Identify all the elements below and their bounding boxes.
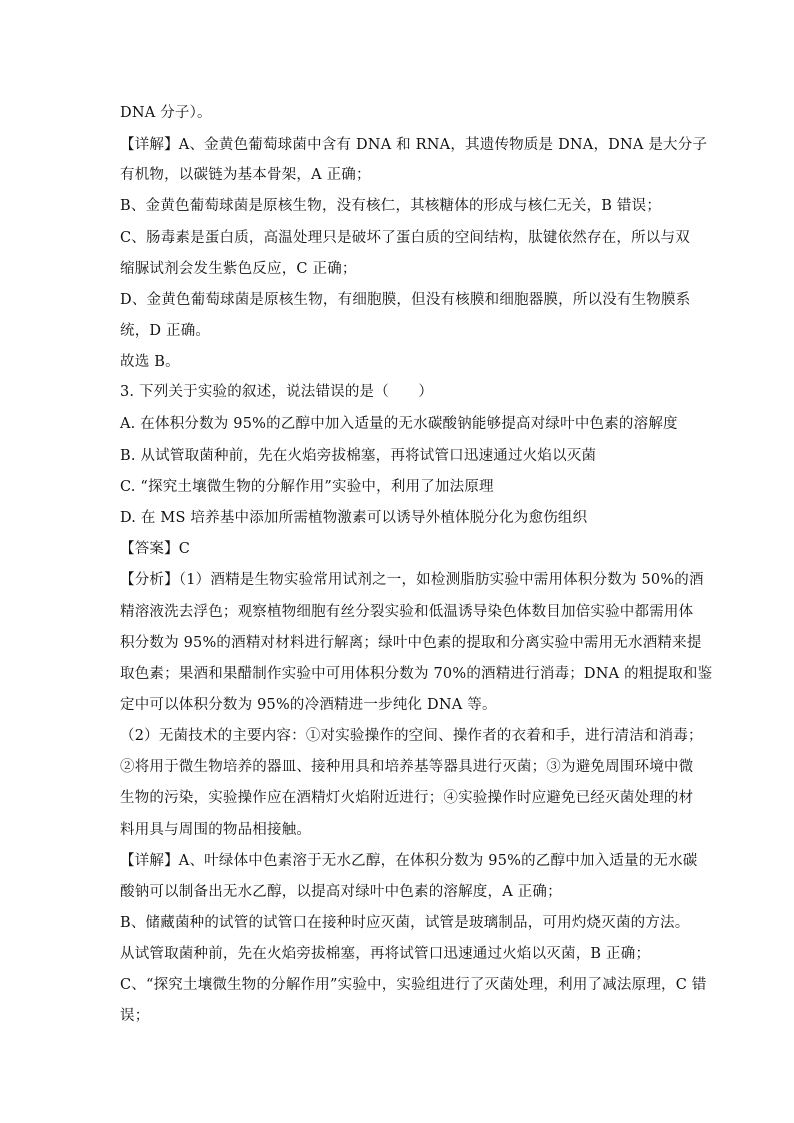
text-line: 积分数为 95%的酒精对材料进行解离；绿叶中色素的提取和分离实验中需用无水酒精来提 [120, 635, 702, 651]
text-line: 故选 B。 [120, 354, 180, 370]
text-line: 缩脲试剂会发生紫色反应，C 正确； [120, 261, 357, 277]
text-line: 统，D 正确。 [120, 323, 211, 339]
answer-line: 【答案】C [120, 541, 191, 557]
text-line: 【详解】A、金黄色葡萄球菌中含有 DNA 和 RNA，其遗传物质是 DNA，DNA 是大分子 [120, 137, 708, 153]
text-line: 【详解】A、叶绿体中色素溶于无水乙醇，在体积分数为 95%的乙醇中加入适量的无水碳 [120, 853, 698, 869]
text-line: B、金黄色葡萄球菌是原核生物，没有核仁，其核糖体的形成与核仁无关，B 错误； [120, 198, 662, 214]
text-line: 从试管取菌种前，先在火焰旁拔棉塞，再将试管口迅速通过火焰以灭菌，B 正确； [120, 946, 651, 962]
text-line: 酸钠可以制备出无水乙醇，以提高对绿叶中色素的溶解度，A 正确； [120, 884, 562, 900]
text-line: 【分析】（1）酒精是生物实验常用试剂之一，如检测脂肪实验中需用体积分数为 50%的酒 [120, 572, 704, 588]
text-line: ②将用于微生物培养的器皿、接种用具和培养基等器具进行灭菌；③为避免周围环境中微 [120, 759, 694, 775]
text-line: 生物的污染，实验操作应在酒精灯火焰附近进行；④实验操作时应避免已经灭菌处理的材 [120, 790, 694, 806]
text-line: D、金黄色葡萄球菌是原核生物，有细胞膜，但没有核膜和细胞器膜，所以没有生物膜系 [120, 292, 691, 308]
option-d: D. 在 MS 培养基中添加所需植物激素可以诱导外植体脱分化为愈伤组织 [120, 510, 588, 526]
option-c: C. “探究土壤微生物的分解作用”实验中，利用了加法原理 [120, 479, 494, 495]
text-line: 精溶液洗去浮色；观察植物细胞有丝分裂实验和低温诱导染色体数目加倍实验中都需用体 [120, 604, 694, 620]
text-line: DNA 分子）。 [120, 105, 212, 121]
text-line: 定中可以体积分数为 95%的冷酒精进一步纯化 DNA 等。 [120, 697, 497, 713]
text-line: 料用具与周围的物品相接触。 [120, 822, 312, 838]
text-line: C、肠毒素是蛋白质，高温处理只是破坏了蛋白质的空间结构，肽键依然存在，所以与双 [120, 230, 690, 246]
question-title: 3. 下列关于实验的叙述，说法错误的是（ ） [120, 384, 434, 400]
text-line: C、“探究土壤微生物的分解作用”实验中，实验组进行了灭菌处理，利用了减法原理，C 错 [120, 977, 707, 993]
text-line: 有机物，以碳链为基本骨架，A 正确； [120, 167, 371, 183]
option-a: A. 在体积分数为 95%的乙醇中加入适量的无水碳酸钠能够提高对绿叶中色素的溶解度 [120, 416, 678, 432]
text-line: 误； [120, 1008, 150, 1024]
text-line: B、储藏菌种的试管的试管口在接种时应灭菌，试管是玻璃制品，可用灼烧灭菌的方法。 [120, 915, 690, 931]
text-line: 取色素；果酒和果醋制作实验中可用体积分数为 70%的酒精进行消毒；DNA 的粗提取和鉴 [120, 666, 713, 682]
text-line: （2）无菌技术的主要内容：①对实验操作的空间、操作者的衣着和手，进行清洁和消毒； [120, 728, 703, 744]
option-b: B. 从试管取菌种前，先在火焰旁拔棉塞，再将试管口迅速通过火焰以灭菌 [120, 448, 597, 464]
